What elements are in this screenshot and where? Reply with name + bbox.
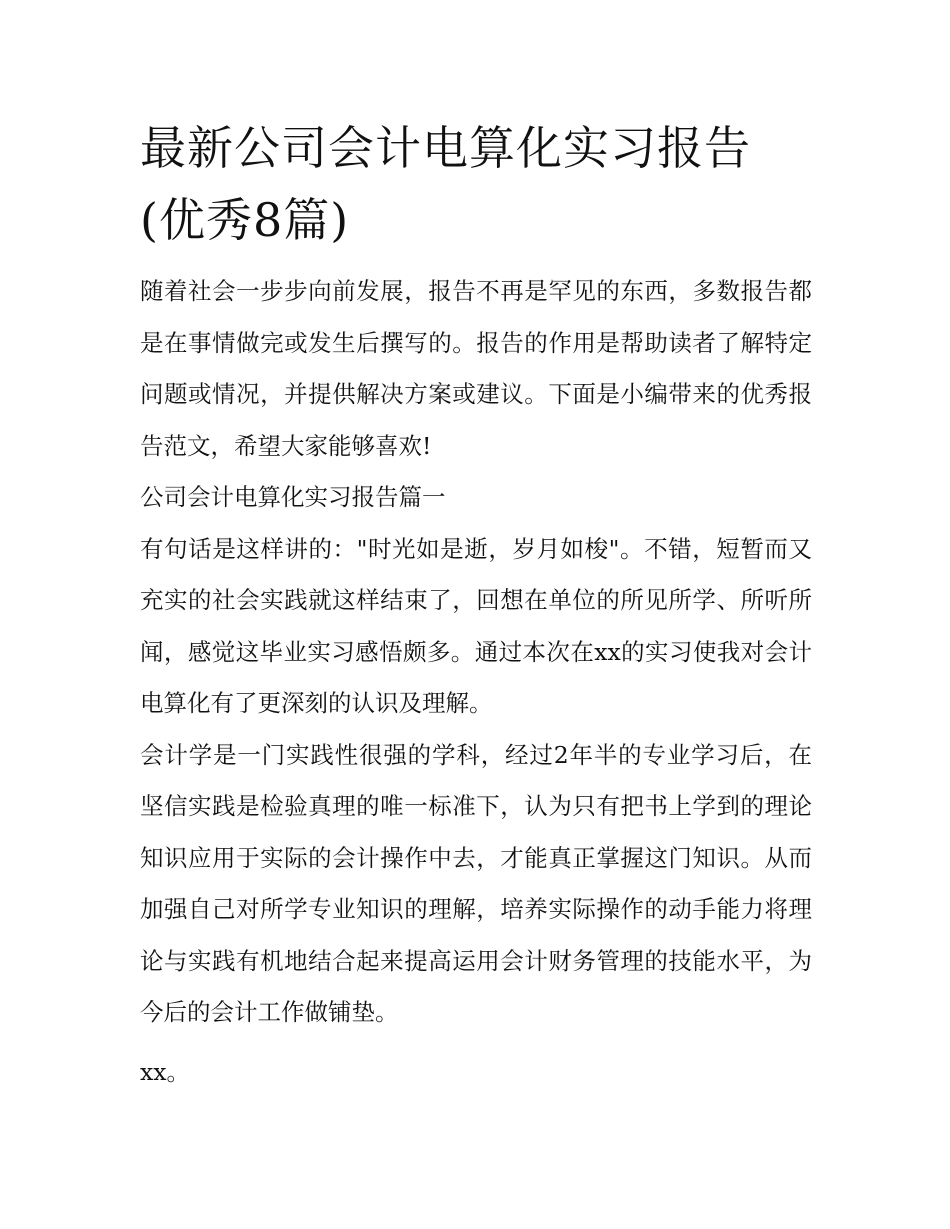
document-page — [140, 112, 812, 1098]
body-paragraph-1: 有句话是这样讲的："时光如是逝，岁月如梭"。不错，短暂而又充实的社会实践就这样结束了，回想在单位的所见所学、所听所闻，感觉这毕业实习感悟颇多。通过本次在xx的实习使我对会计电算化有了更深刻的认识及理解。 — [140, 534, 812, 717]
intro-paragraph: 随着社会一步步向前发展，报告不再是罕见的东西，多数报告都是在事情做完或发生后撰写的。报告的作用是帮助读者了解特定问题或情况，并提供解决方案或建议。下面是小编带来的优秀报告范文，希望大家能够喜欢! — [140, 277, 812, 460]
document-title: 最新公司会计电算化实习报告(优秀8篇) — [140, 121, 751, 247]
body-paragraph-2: 会计学是一门实践性很强的学科，经过2年半的专业学习后，在坚信实践是检验真理的唯一标准下，认为只有把书上学到的理论知识应用于实际的会计操作中去，才能真正掌握这门知识。从而加强自己对所学专业知识的理解，培养实际操作的动手能力将理论与实践有机地结合起来提高运用会计财务管理的技能水平，为今后的会计工作做铺垫。 — [140, 740, 812, 1026]
closing-text: xx。 — [140, 1057, 191, 1086]
section-heading: 公司会计电算化实习报告篇一 — [140, 483, 446, 511]
